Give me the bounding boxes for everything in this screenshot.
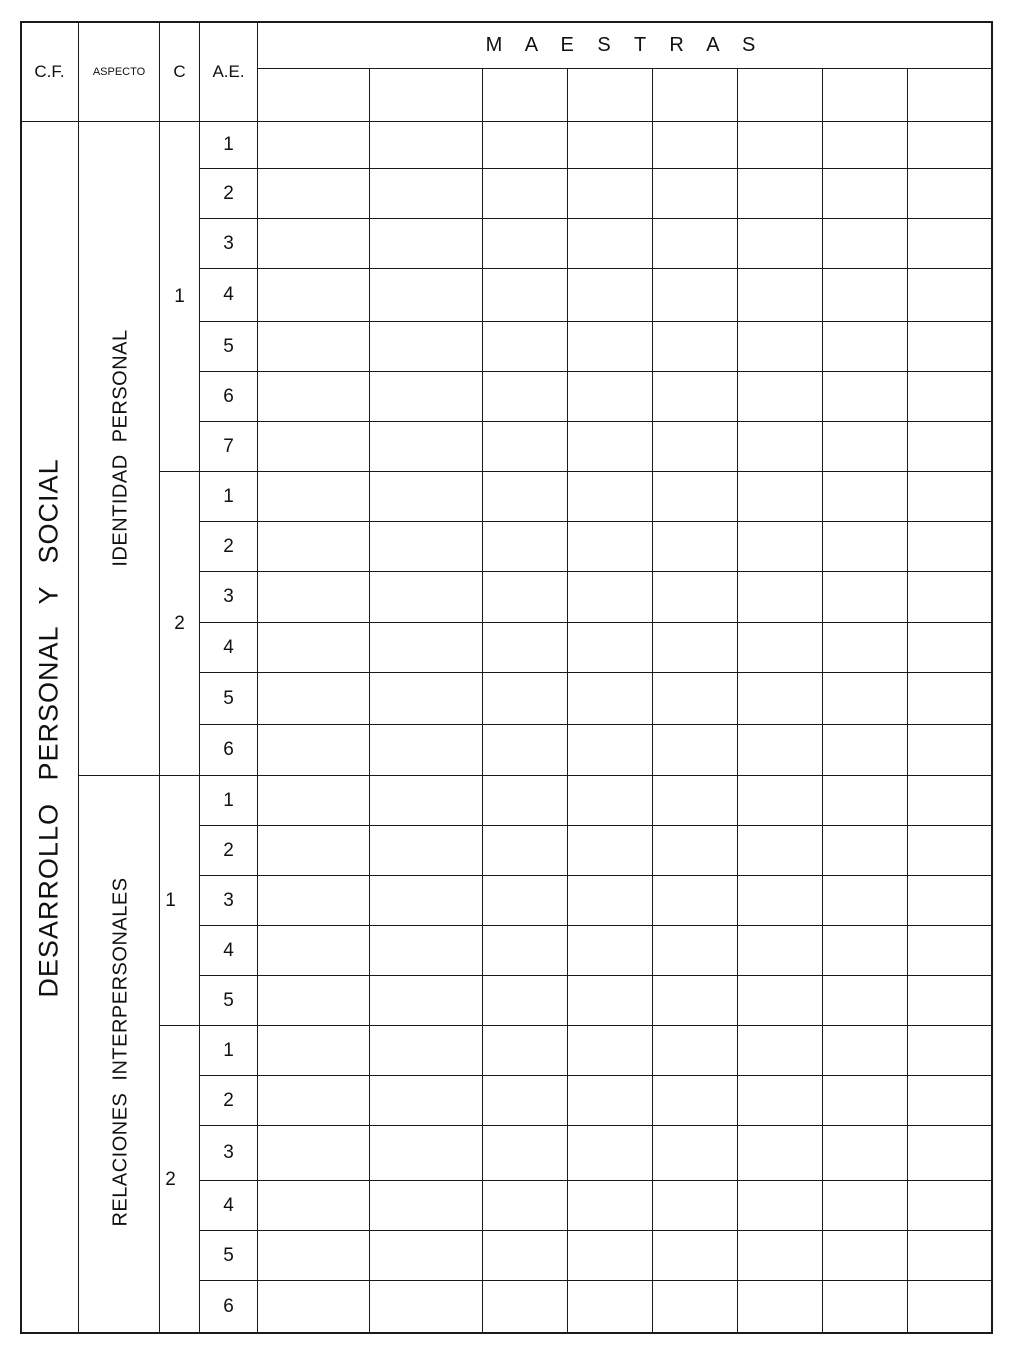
evaluation-cell[interactable]: [907, 672, 993, 725]
evaluation-cell[interactable]: [257, 775, 370, 826]
evaluation-cell[interactable]: [567, 724, 653, 776]
ae-number: 1: [223, 789, 234, 811]
ae-number: 4: [223, 1194, 234, 1216]
evaluation-cell[interactable]: [652, 975, 738, 1026]
evaluation-cell[interactable]: [369, 268, 483, 322]
ae-cell: [199, 622, 258, 673]
ae-cell: [199, 1280, 258, 1334]
evaluation-cell[interactable]: [822, 321, 908, 372]
evaluation-cell[interactable]: [567, 622, 653, 673]
evaluation-cell[interactable]: [737, 571, 823, 623]
evaluation-cell[interactable]: [907, 1075, 993, 1126]
maestra-column-header: [257, 68, 370, 122]
evaluation-cell[interactable]: [567, 1280, 653, 1334]
evaluation-cell[interactable]: [567, 1075, 653, 1126]
evaluation-cell[interactable]: [482, 775, 568, 826]
ae-cell: [199, 724, 258, 776]
ae-cell: [199, 1025, 258, 1076]
evaluation-cell[interactable]: [567, 975, 653, 1026]
competency-cell: [159, 471, 200, 776]
evaluation-cell[interactable]: [907, 875, 993, 926]
aspect-label: IDENTIDAD PERSONAL: [109, 329, 131, 567]
evaluation-cell[interactable]: [822, 421, 908, 472]
evaluation-cell[interactable]: [369, 371, 483, 422]
evaluation-cell[interactable]: [737, 121, 823, 169]
evaluation-cell[interactable]: [257, 975, 370, 1026]
evaluation-cell[interactable]: [907, 371, 993, 422]
evaluation-cell[interactable]: [737, 925, 823, 976]
ae-number: 6: [223, 739, 234, 760]
evaluation-cell[interactable]: [567, 421, 653, 472]
evaluation-cell[interactable]: [369, 1125, 483, 1181]
header-maestras-cell: [257, 21, 993, 69]
evaluation-cell[interactable]: [567, 1125, 653, 1181]
maestra-column-header: [652, 68, 738, 122]
evaluation-cell[interactable]: [652, 724, 738, 776]
evaluation-cell[interactable]: [369, 1180, 483, 1231]
evaluation-cell[interactable]: [652, 371, 738, 422]
ae-number: 6: [223, 1296, 234, 1317]
evaluation-cell[interactable]: [822, 371, 908, 422]
evaluation-cell[interactable]: [737, 1125, 823, 1181]
evaluation-cell[interactable]: [567, 371, 653, 422]
evaluation-cell[interactable]: [907, 825, 993, 876]
ae-cell: [199, 825, 258, 876]
evaluation-cell[interactable]: [822, 1180, 908, 1231]
evaluation-cell[interactable]: [567, 218, 653, 269]
evaluation-cell[interactable]: [257, 622, 370, 673]
evaluation-cell[interactable]: [369, 1230, 483, 1281]
evaluation-cell[interactable]: [369, 1025, 483, 1076]
evaluation-cell[interactable]: [369, 168, 483, 219]
evaluation-cell[interactable]: [257, 875, 370, 926]
evaluation-cell[interactable]: [737, 471, 823, 522]
evaluation-cell[interactable]: [737, 218, 823, 269]
maestra-column-header: [737, 68, 823, 122]
evaluation-cell[interactable]: [482, 1180, 568, 1231]
evaluation-cell[interactable]: [369, 1280, 483, 1334]
header-c-label: C: [173, 61, 186, 81]
ae-number: 4: [223, 284, 234, 305]
maestra-column-header: [907, 68, 993, 122]
evaluation-cell[interactable]: [907, 421, 993, 472]
evaluation-cell[interactable]: [567, 268, 653, 322]
evaluation-cell[interactable]: [482, 521, 568, 572]
evaluation-cell[interactable]: [567, 471, 653, 522]
evaluation-cell[interactable]: [652, 571, 738, 623]
evaluation-cell[interactable]: [482, 321, 568, 372]
evaluation-cell[interactable]: [652, 268, 738, 322]
evaluation-cell[interactable]: [907, 168, 993, 219]
ae-cell: [199, 421, 258, 472]
evaluation-cell[interactable]: [737, 672, 823, 725]
ae-number: 1: [223, 485, 234, 507]
evaluation-cell[interactable]: [652, 471, 738, 522]
evaluation-cell[interactable]: [907, 724, 993, 776]
ae-number: 2: [223, 182, 234, 204]
evaluation-cell[interactable]: [652, 1180, 738, 1231]
evaluation-cell[interactable]: [822, 622, 908, 673]
maestra-column-header: [482, 68, 568, 122]
ae-number: 3: [223, 232, 234, 254]
header-maestras-label: M A E S T R A S: [485, 33, 765, 56]
evaluation-cell[interactable]: [652, 1025, 738, 1076]
evaluation-cell[interactable]: [652, 218, 738, 269]
evaluation-cell[interactable]: [822, 925, 908, 976]
evaluation-cell[interactable]: [822, 1025, 908, 1076]
evaluation-cell[interactable]: [567, 1180, 653, 1231]
evaluation-cell[interactable]: [737, 975, 823, 1026]
evaluation-cell[interactable]: [652, 121, 738, 169]
evaluation-cell[interactable]: [822, 168, 908, 219]
evaluation-cell[interactable]: [257, 1075, 370, 1126]
evaluation-cell[interactable]: [907, 622, 993, 673]
evaluation-cell[interactable]: [652, 1125, 738, 1181]
evaluation-cell[interactable]: [737, 268, 823, 322]
evaluation-cell[interactable]: [907, 775, 993, 826]
evaluation-cell[interactable]: [822, 571, 908, 623]
evaluation-cell[interactable]: [257, 421, 370, 472]
evaluation-cell[interactable]: [907, 121, 993, 169]
evaluation-cell[interactable]: [567, 925, 653, 976]
evaluation-cell[interactable]: [737, 875, 823, 926]
evaluation-cell[interactable]: [907, 521, 993, 572]
evaluation-cell[interactable]: [737, 168, 823, 219]
evaluation-cell[interactable]: [567, 521, 653, 572]
evaluation-cell[interactable]: [652, 775, 738, 826]
ae-cell: [199, 672, 258, 725]
evaluation-cell[interactable]: [652, 925, 738, 976]
evaluation-cell[interactable]: [737, 1075, 823, 1126]
ae-cell: [199, 218, 258, 269]
evaluation-cell[interactable]: [369, 218, 483, 269]
evaluation-cell[interactable]: [652, 1075, 738, 1126]
ae-cell: [199, 168, 258, 219]
competency-label: 1: [165, 889, 176, 911]
aspect-label: RELACIONES INTERPERSONALES: [109, 877, 131, 1227]
evaluation-cell[interactable]: [652, 168, 738, 219]
evaluation-cell[interactable]: [737, 622, 823, 673]
evaluation-cell[interactable]: [737, 321, 823, 372]
evaluation-cell[interactable]: [652, 672, 738, 725]
evaluation-cell[interactable]: [369, 925, 483, 976]
evaluation-cell[interactable]: [257, 724, 370, 776]
ae-number: 2: [223, 1089, 234, 1111]
ae-cell: [199, 571, 258, 623]
evaluation-cell[interactable]: [907, 975, 993, 1026]
ae-cell: [199, 121, 258, 169]
ae-number: 3: [223, 1142, 234, 1163]
evaluation-cell[interactable]: [822, 1230, 908, 1281]
ae-number: 2: [223, 839, 234, 861]
evaluation-cell[interactable]: [369, 775, 483, 826]
evaluation-cell[interactable]: [737, 371, 823, 422]
evaluation-cell[interactable]: [652, 321, 738, 372]
evaluation-cell[interactable]: [907, 1280, 993, 1334]
evaluation-cell[interactable]: [567, 1230, 653, 1281]
evaluation-cell[interactable]: [482, 1280, 568, 1334]
header-c-cell: [159, 21, 200, 122]
evaluation-cell[interactable]: [652, 1280, 738, 1334]
evaluation-cell[interactable]: [482, 1075, 568, 1126]
ae-cell: [199, 321, 258, 372]
evaluation-cell[interactable]: [257, 1025, 370, 1076]
ae-number: 4: [223, 939, 234, 961]
evaluation-cell[interactable]: [822, 268, 908, 322]
maestra-column-header: [567, 68, 653, 122]
evaluation-cell[interactable]: [567, 825, 653, 876]
evaluation-cell[interactable]: [567, 321, 653, 372]
evaluation-cell[interactable]: [257, 168, 370, 219]
evaluation-cell[interactable]: [822, 825, 908, 876]
evaluation-cell[interactable]: [652, 875, 738, 926]
evaluation-cell[interactable]: [257, 1125, 370, 1181]
ae-number: 5: [223, 989, 234, 1011]
evaluation-cell[interactable]: [369, 121, 483, 169]
evaluation-cell[interactable]: [482, 218, 568, 269]
competency-cell: [159, 1025, 200, 1334]
header-ae-cell: [199, 21, 258, 122]
ae-cell: [199, 1180, 258, 1231]
evaluation-cell[interactable]: [822, 724, 908, 776]
evaluation-cell[interactable]: [482, 471, 568, 522]
evaluation-cell[interactable]: [737, 775, 823, 826]
evaluation-cell[interactable]: [567, 672, 653, 725]
maestra-column-header: [822, 68, 908, 122]
evaluation-cell[interactable]: [257, 825, 370, 876]
evaluation-cell[interactable]: [369, 321, 483, 372]
campo-formativo-label: DESARROLLO PERSONAL Y SOCIAL: [33, 458, 64, 998]
ae-cell: [199, 1230, 258, 1281]
evaluation-cell[interactable]: [482, 672, 568, 725]
evaluation-cell[interactable]: [369, 724, 483, 776]
evaluation-cell[interactable]: [482, 825, 568, 876]
evaluation-cell[interactable]: [907, 268, 993, 322]
evaluation-cell[interactable]: [567, 875, 653, 926]
evaluation-cell[interactable]: [482, 724, 568, 776]
evaluation-cell[interactable]: [257, 521, 370, 572]
evaluation-cell[interactable]: [482, 421, 568, 472]
evaluation-cell[interactable]: [737, 521, 823, 572]
competency-cell: [159, 775, 200, 1026]
evaluation-cell[interactable]: [482, 168, 568, 219]
evaluation-cell[interactable]: [822, 1125, 908, 1181]
evaluation-cell[interactable]: [482, 925, 568, 976]
competency-label: 2: [174, 612, 185, 634]
evaluation-cell[interactable]: [737, 1180, 823, 1231]
evaluation-cell[interactable]: [369, 421, 483, 472]
evaluation-cell[interactable]: [822, 975, 908, 1026]
evaluation-cell[interactable]: [482, 121, 568, 169]
evaluation-cell[interactable]: [369, 1075, 483, 1126]
ae-number: 4: [223, 636, 234, 658]
evaluation-cell[interactable]: [907, 925, 993, 976]
ae-cell: [199, 875, 258, 926]
evaluation-cell[interactable]: [567, 168, 653, 219]
evaluation-cell[interactable]: [257, 121, 370, 169]
ae-cell: [199, 925, 258, 976]
evaluation-cell[interactable]: [737, 825, 823, 876]
evaluation-cell[interactable]: [257, 471, 370, 522]
evaluation-cell[interactable]: [369, 875, 483, 926]
evaluation-cell[interactable]: [907, 1025, 993, 1076]
evaluation-cell[interactable]: [907, 321, 993, 372]
evaluation-cell[interactable]: [822, 471, 908, 522]
evaluation-cell[interactable]: [907, 218, 993, 269]
evaluation-cell[interactable]: [737, 724, 823, 776]
evaluation-cell[interactable]: [907, 471, 993, 522]
evaluation-cell[interactable]: [369, 622, 483, 673]
ae-number: 5: [223, 335, 234, 357]
evaluation-cell[interactable]: [369, 521, 483, 572]
ae-cell: [199, 775, 258, 826]
evaluation-cell[interactable]: [822, 875, 908, 926]
evaluation-cell[interactable]: [652, 421, 738, 472]
evaluation-cell[interactable]: [907, 1125, 993, 1181]
evaluation-cell[interactable]: [567, 775, 653, 826]
evaluation-cell[interactable]: [907, 1180, 993, 1231]
maestra-column-header: [369, 68, 483, 122]
evaluation-cell[interactable]: [737, 1230, 823, 1281]
evaluation-cell[interactable]: [369, 471, 483, 522]
evaluation-cell[interactable]: [369, 825, 483, 876]
evaluation-cell[interactable]: [822, 121, 908, 169]
evaluation-cell[interactable]: [482, 571, 568, 623]
ae-cell: [199, 521, 258, 572]
ae-number: 2: [223, 535, 234, 557]
evaluation-cell[interactable]: [257, 321, 370, 372]
ae-number: 5: [223, 687, 234, 709]
evaluation-cell[interactable]: [822, 1280, 908, 1334]
evaluation-cell[interactable]: [257, 1230, 370, 1281]
evaluation-cell[interactable]: [257, 925, 370, 976]
ae-number: 3: [223, 586, 234, 607]
evaluation-cell[interactable]: [482, 371, 568, 422]
ae-number: 6: [223, 385, 234, 407]
ae-cell: [199, 1125, 258, 1181]
competency-cell: [159, 121, 200, 472]
evaluation-cell[interactable]: [822, 521, 908, 572]
evaluation-cell[interactable]: [567, 1025, 653, 1076]
evaluation-cell[interactable]: [737, 1280, 823, 1334]
evaluation-cell[interactable]: [822, 218, 908, 269]
evaluation-cell[interactable]: [257, 1180, 370, 1231]
header-aspecto-label: ASPECTO: [92, 65, 146, 78]
evaluation-cell[interactable]: [652, 521, 738, 572]
evaluation-cell[interactable]: [652, 825, 738, 876]
competency-label: 1: [174, 285, 185, 307]
ae-number: 1: [223, 1039, 234, 1061]
evaluation-cell[interactable]: [822, 1075, 908, 1126]
competency-label: 2: [165, 1168, 176, 1190]
evaluation-cell[interactable]: [257, 218, 370, 269]
evaluation-cell[interactable]: [652, 622, 738, 673]
evaluation-cell[interactable]: [567, 121, 653, 169]
evaluation-cell[interactable]: [257, 571, 370, 623]
evaluation-cell[interactable]: [482, 268, 568, 322]
header-aspecto-cell: [78, 21, 160, 122]
evaluation-cell[interactable]: [257, 268, 370, 322]
ae-cell: [199, 471, 258, 522]
evaluation-cell[interactable]: [567, 571, 653, 623]
ae-number: 7: [223, 435, 234, 457]
evaluation-cell[interactable]: [482, 1230, 568, 1281]
evaluation-cell[interactable]: [482, 875, 568, 926]
evaluation-cell[interactable]: [257, 1280, 370, 1334]
evaluation-cell[interactable]: [737, 1025, 823, 1076]
evaluation-cell[interactable]: [822, 672, 908, 725]
evaluation-cell[interactable]: [737, 421, 823, 472]
evaluation-cell[interactable]: [907, 1230, 993, 1281]
evaluation-cell[interactable]: [257, 672, 370, 725]
evaluation-cell[interactable]: [369, 672, 483, 725]
ae-number: 5: [223, 1244, 234, 1266]
ae-cell: [199, 268, 258, 322]
evaluation-cell[interactable]: [907, 571, 993, 623]
header-cf-cell: [20, 21, 79, 122]
ae-cell: [199, 371, 258, 422]
evaluation-cell[interactable]: [652, 1230, 738, 1281]
header-ae-label: A.E.: [212, 61, 245, 81]
evaluation-cell[interactable]: [369, 975, 483, 1026]
ae-cell: [199, 1075, 258, 1126]
evaluation-cell[interactable]: [482, 622, 568, 673]
evaluation-cell[interactable]: [257, 371, 370, 422]
evaluation-cell[interactable]: [482, 1125, 568, 1181]
ae-number: 3: [223, 889, 234, 911]
ae-number: 1: [223, 134, 234, 155]
header-cf-label: C.F.: [34, 61, 65, 81]
evaluation-cell[interactable]: [482, 975, 568, 1026]
evaluation-cell[interactable]: [822, 775, 908, 826]
evaluation-cell[interactable]: [369, 571, 483, 623]
ae-cell: [199, 975, 258, 1026]
evaluation-cell[interactable]: [482, 1025, 568, 1076]
